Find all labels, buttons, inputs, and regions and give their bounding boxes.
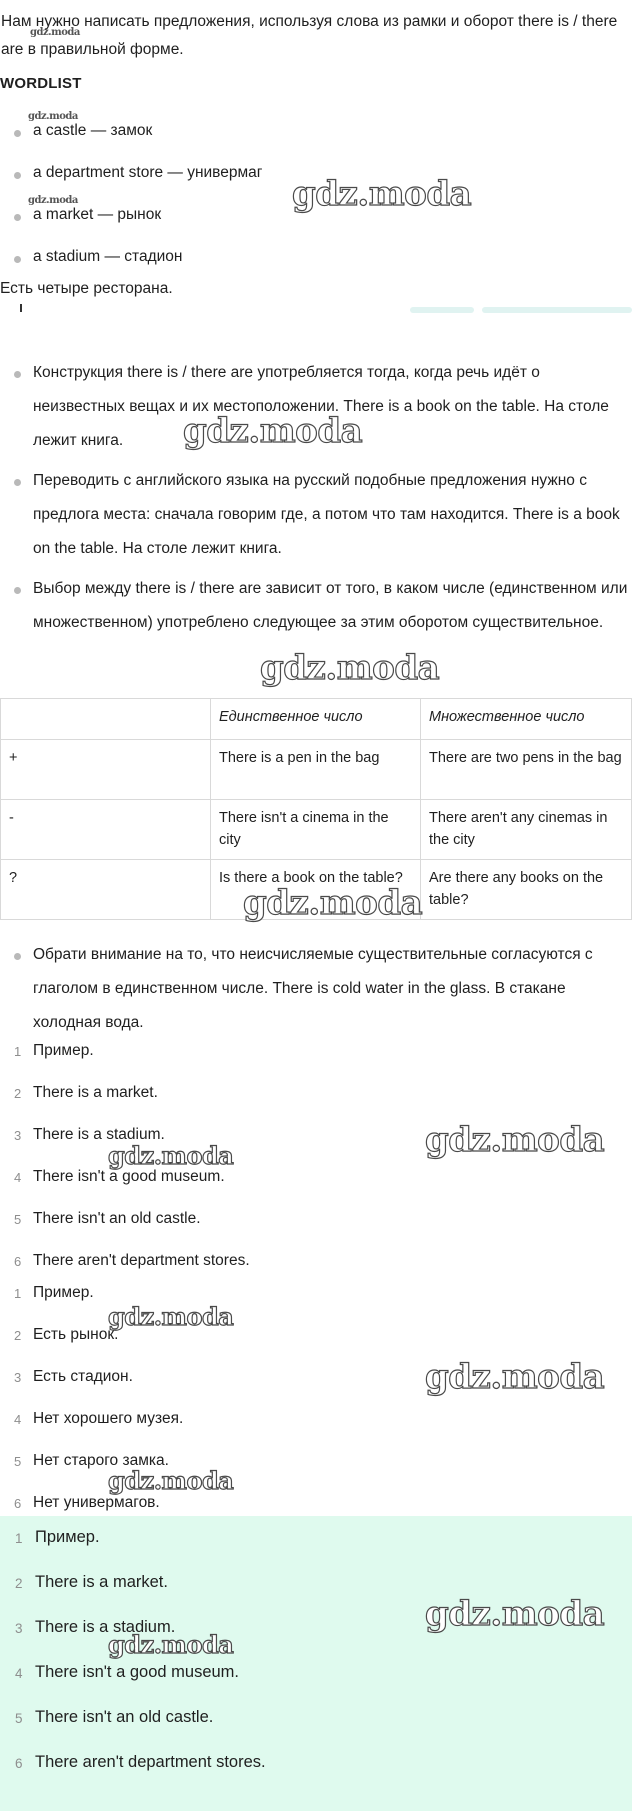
table-cell: There is a pen in the bag bbox=[211, 740, 421, 800]
list-number: 3 bbox=[15, 1621, 23, 1636]
watermark: gdz.moda bbox=[108, 1630, 234, 1659]
answer-item: There is a stadium. bbox=[35, 1618, 176, 1636]
bullet-icon bbox=[14, 953, 21, 960]
answer-item: There is a market. bbox=[35, 1573, 168, 1591]
list-item: Есть стадион. bbox=[33, 1368, 133, 1385]
table-row bbox=[1, 740, 632, 800]
table-cell: Are there any books on the table? bbox=[421, 860, 632, 920]
list-number: 4 bbox=[14, 1412, 22, 1427]
rule-item: Конструкция there is / there are употребляется тогда, когда речь идёт о неизвестных вещах и их местоположении. There is a book on the table. На столе лежит книга. bbox=[33, 364, 609, 449]
bullet-icon bbox=[14, 371, 21, 378]
list-number: 1 bbox=[14, 1286, 22, 1301]
task-description: Нам нужно написать предложения, используя слова из рамки и оборот there is / there are в правильной форме. bbox=[1, 13, 618, 58]
wordlist-heading: WORDLIST bbox=[0, 75, 82, 92]
wordlist-item: a castle — замок bbox=[33, 122, 153, 139]
list-number: 4 bbox=[15, 1666, 23, 1681]
watermark: gdz.moda bbox=[292, 174, 472, 214]
watermark: gdz.moda bbox=[243, 883, 423, 923]
list-number: 5 bbox=[15, 1711, 23, 1726]
list-number: 3 bbox=[14, 1370, 22, 1385]
answer-item: There isn't an old castle. bbox=[35, 1708, 214, 1726]
table-cell: There isn't a cinema in the city bbox=[211, 800, 421, 860]
list-number: 4 bbox=[14, 1170, 22, 1185]
list-number: 6 bbox=[15, 1756, 23, 1771]
table-cell: There aren't any cinemas in the city bbox=[421, 800, 632, 860]
list-item: There isn't an old castle. bbox=[33, 1210, 201, 1227]
bullet-icon bbox=[14, 214, 21, 221]
list-item: There isn't a good museum. bbox=[33, 1168, 225, 1185]
list-item: Нет старого замка. bbox=[33, 1452, 169, 1469]
table-header-row bbox=[1, 699, 632, 740]
list-number: 1 bbox=[14, 1044, 22, 1059]
example-sentence: Есть четыре ресторана. bbox=[0, 280, 173, 297]
watermark: gdz.moda bbox=[30, 27, 80, 38]
bullet-icon bbox=[14, 172, 21, 179]
list-item: There aren't department stores. bbox=[33, 1252, 250, 1269]
table-cell: ? bbox=[1, 860, 211, 920]
list-number: 1 bbox=[15, 1531, 23, 1546]
decorative-pill bbox=[482, 307, 632, 313]
rule-item: Выбор между there is / there are зависит от того, в каком числе (единственном или множественном) употреблено следующее за этим оборотом существительное. bbox=[33, 580, 628, 631]
list-number: 2 bbox=[14, 1328, 22, 1343]
list-item: Пример. bbox=[33, 1042, 94, 1059]
watermark: gdz.moda bbox=[28, 195, 78, 206]
table-header-cell: Единственное число bbox=[211, 699, 421, 740]
bullet-icon bbox=[14, 256, 21, 263]
list-number: 6 bbox=[14, 1496, 22, 1511]
watermark: gdz.moda bbox=[425, 1357, 605, 1397]
watermark: gdz.moda bbox=[260, 648, 440, 688]
wordlist-item: a market — рынок bbox=[33, 206, 162, 223]
answer-item: There isn't a good museum. bbox=[35, 1663, 240, 1681]
answer-item: There aren't department stores. bbox=[35, 1753, 266, 1771]
list-item: Пример. bbox=[33, 1284, 94, 1301]
rule-item: Переводить с английского языка на русский подобные предложения нужно с предлога места: сначала говорим где, а потом что там находится. There is a book on the table. На столе лежит книга. bbox=[33, 472, 620, 557]
list-number: 3 bbox=[14, 1128, 22, 1143]
list-number: 2 bbox=[14, 1086, 22, 1101]
list-item: There is a market. bbox=[33, 1084, 158, 1101]
table-row bbox=[1, 800, 632, 860]
table-cell: Is there a book on the table? bbox=[211, 860, 421, 920]
list-number: 2 bbox=[15, 1576, 23, 1591]
bullet-icon bbox=[14, 130, 21, 137]
list-number: 5 bbox=[14, 1212, 22, 1227]
wordlist-item: a department store — универмаг bbox=[33, 164, 263, 181]
list-number: 5 bbox=[14, 1454, 22, 1469]
watermark: gdz.moda bbox=[108, 1141, 234, 1170]
bullet-icon bbox=[14, 479, 21, 486]
answer-item: Пример. bbox=[35, 1528, 100, 1546]
watermark: gdz.moda bbox=[28, 111, 78, 122]
table-header-cell bbox=[1, 699, 211, 740]
list-item: Нет универмагов. bbox=[33, 1494, 160, 1511]
watermark: gdz.moda bbox=[183, 411, 363, 451]
text-cursor bbox=[20, 304, 22, 312]
wordlist-item: a stadium — стадион bbox=[33, 248, 183, 265]
bullet-icon bbox=[14, 587, 21, 594]
note-text: Обрати внимание на то, что неисчисляемые существительные согласуются с глаголом в единственном числе. There is cold water in the glass. В стакане холодная вода. bbox=[33, 946, 593, 1031]
table-cell: + bbox=[1, 740, 211, 800]
list-item: Нет хорошего музея. bbox=[33, 1410, 184, 1427]
table-cell: There are two pens in the bag bbox=[421, 740, 632, 800]
table-cell: - bbox=[1, 800, 211, 860]
watermark: gdz.moda bbox=[425, 1120, 605, 1160]
list-item: There is a stadium. bbox=[33, 1126, 165, 1143]
list-number: 6 bbox=[14, 1254, 22, 1269]
list-item: Есть рынок. bbox=[33, 1326, 119, 1343]
table-header-cell: Множественное число bbox=[421, 699, 632, 740]
decorative-pill bbox=[410, 307, 474, 313]
watermark: gdz.moda bbox=[425, 1594, 605, 1634]
watermark: gdz.moda bbox=[108, 1302, 234, 1331]
watermark: gdz.moda bbox=[108, 1466, 234, 1495]
